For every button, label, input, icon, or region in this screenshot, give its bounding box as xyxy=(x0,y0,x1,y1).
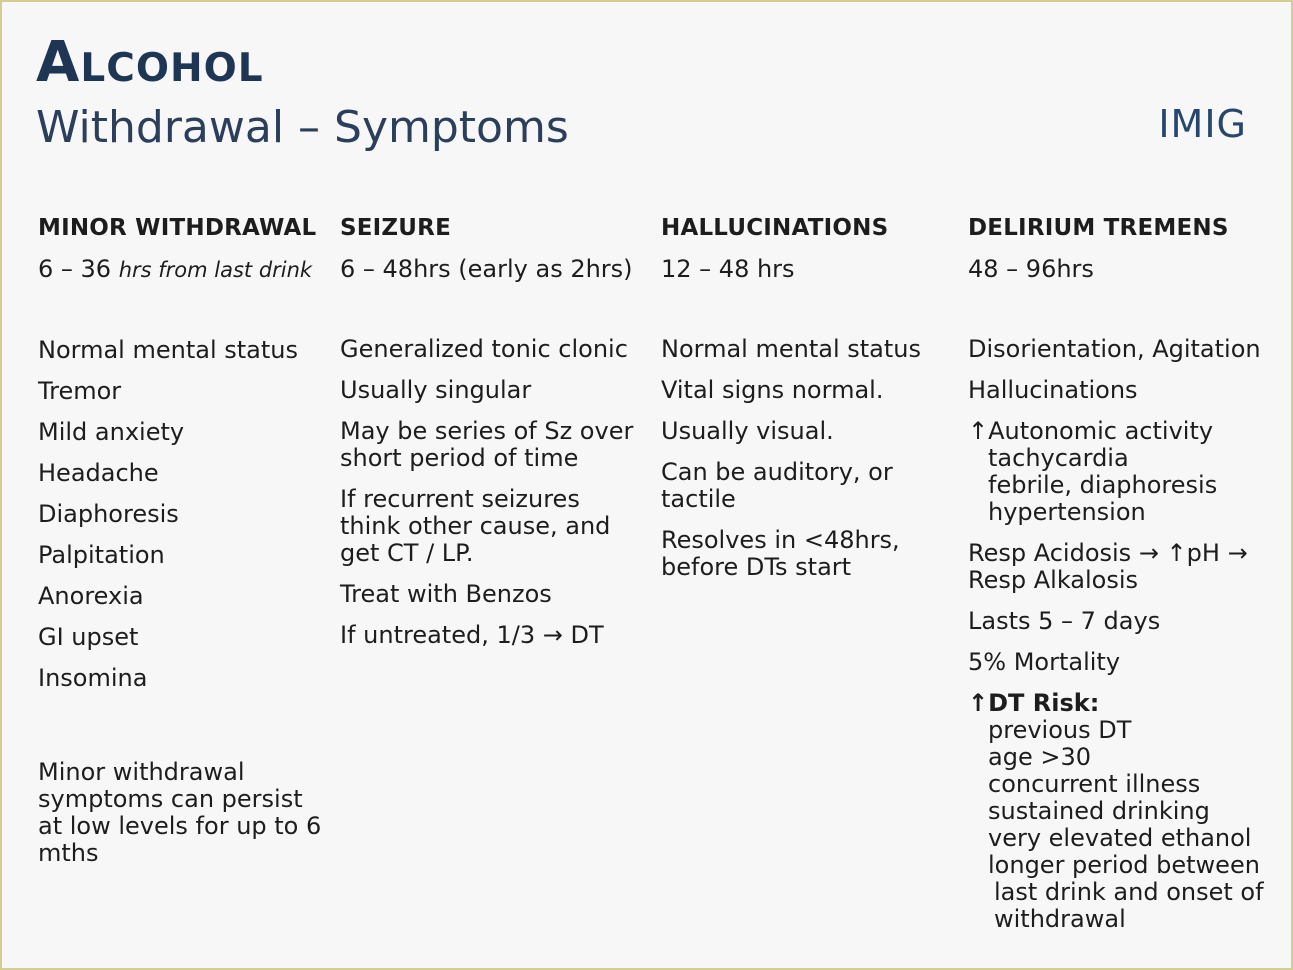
column-header: HALLUCINATIONS xyxy=(661,215,889,241)
column-seizure xyxy=(340,212,640,663)
item-line: GI upset xyxy=(38,623,139,651)
column-timeframe xyxy=(968,254,1278,284)
list-item xyxy=(38,583,328,610)
item-line: hypertension xyxy=(988,498,1146,526)
item-line: Resp Alkalosis xyxy=(968,566,1139,594)
item-line: Headache xyxy=(38,459,159,487)
symptom-list xyxy=(38,337,328,692)
column-timeframe xyxy=(661,254,951,284)
item-line: May be series of Sz over xyxy=(340,417,634,445)
item-line: longer period between xyxy=(988,851,1260,879)
list-item xyxy=(38,624,328,651)
list-item xyxy=(661,377,951,404)
note-line: Minor withdrawal xyxy=(38,758,245,786)
list-item xyxy=(340,336,640,363)
item-line: Palpitation xyxy=(38,541,165,569)
column-minor-withdrawal xyxy=(38,212,328,706)
list-item xyxy=(340,418,640,472)
item-line: Lasts 5 – 7 days xyxy=(968,607,1161,635)
column-delirium-tremens xyxy=(968,212,1278,947)
minor-withdrawal-note xyxy=(38,759,328,867)
list-item xyxy=(38,419,328,446)
item-line: short period of time xyxy=(340,444,579,472)
symptom-list xyxy=(340,336,640,649)
list-item xyxy=(340,377,640,404)
item-line: Hallucinations xyxy=(968,376,1138,404)
item-line: Normal mental status xyxy=(661,335,921,363)
item-line: febrile, diaphoresis xyxy=(988,471,1218,499)
slide-title xyxy=(36,28,569,156)
note-line: mths xyxy=(38,839,99,867)
timeframe-text: 6 – 36 xyxy=(38,255,119,283)
list-item xyxy=(340,622,640,649)
item-line: previous DT xyxy=(988,716,1132,744)
column-timeframe xyxy=(38,254,328,285)
item-line: Mild anxiety xyxy=(38,418,185,446)
list-item xyxy=(661,527,951,581)
column-header: DELIRIUM TREMENS xyxy=(968,215,1229,241)
list-item xyxy=(968,418,1278,526)
list-item xyxy=(968,540,1278,594)
list-item xyxy=(38,337,328,364)
item-line: Can be auditory, or xyxy=(661,458,893,486)
item-line: If recurrent seizures xyxy=(340,485,580,513)
list-item xyxy=(968,336,1278,363)
item-line: very elevated ethanol xyxy=(988,824,1252,852)
column-header: SEIZURE xyxy=(340,215,452,241)
list-item xyxy=(968,377,1278,404)
item-line: last drink and onset of xyxy=(994,878,1264,906)
list-item xyxy=(661,336,951,363)
item-line: Generalized tonic clonic xyxy=(340,335,628,363)
timeframe-text: 6 – 48hrs (early as 2hrs) xyxy=(340,255,633,283)
list-item xyxy=(968,690,1278,933)
symptom-list xyxy=(968,336,1278,933)
column-header: MINOR WITHDRAWAL xyxy=(38,215,317,241)
item-line: Disorientation, Agitation xyxy=(968,335,1261,363)
imig-logo: IMIG xyxy=(1158,102,1247,146)
note-line: symptoms can persist xyxy=(38,785,303,813)
list-item xyxy=(661,418,951,445)
list-item xyxy=(38,501,328,528)
timeframe-text: 12 – 48 hrs xyxy=(661,255,795,283)
item-line: 5% Mortality xyxy=(968,648,1121,676)
note-line: at low levels for up to 6 xyxy=(38,812,322,840)
item-line: Vital signs normal. xyxy=(661,376,884,404)
item-line: Usually singular xyxy=(340,376,532,404)
list-item xyxy=(38,665,328,692)
item-line: Insomina xyxy=(38,664,148,692)
item-line: Resolves in <48hrs, xyxy=(661,526,900,554)
item-line: ↑Autonomic activity xyxy=(968,417,1214,445)
item-line: before DTs start xyxy=(661,553,852,581)
symptom-list xyxy=(661,336,951,581)
column-hallucinations xyxy=(661,212,951,595)
item-line: age >30 xyxy=(988,743,1091,771)
item-line: If untreated, 1/3 → DT xyxy=(340,621,604,649)
item-line: withdrawal xyxy=(994,905,1126,933)
item-line: concurrent illness xyxy=(988,770,1201,798)
title-main: Alcohol xyxy=(36,30,264,95)
item-line: tactile xyxy=(661,485,736,513)
list-item xyxy=(968,649,1278,676)
list-item xyxy=(38,378,328,405)
list-item xyxy=(340,486,640,567)
timeframe-italic: hrs from last drink xyxy=(118,258,313,282)
item-line: Usually visual. xyxy=(661,417,834,445)
item-line: Tremor xyxy=(38,377,122,405)
item-line: get CT / LP. xyxy=(340,539,474,567)
item-line: tachycardia xyxy=(988,444,1129,472)
item-line: ↑DT Risk: xyxy=(968,689,1100,717)
item-line: Normal mental status xyxy=(38,336,298,364)
item-line: Anorexia xyxy=(38,582,144,610)
item-line: think other cause, and xyxy=(340,512,611,540)
list-item xyxy=(38,542,328,569)
item-line: sustained drinking xyxy=(988,797,1210,825)
item-line: Treat with Benzos xyxy=(340,580,552,608)
item-line: Resp Acidosis → ↑pH → xyxy=(968,539,1248,567)
column-timeframe xyxy=(340,254,640,284)
item-line: Diaphoresis xyxy=(38,500,179,528)
list-item xyxy=(38,460,328,487)
list-item xyxy=(340,581,640,608)
list-item xyxy=(661,459,951,513)
list-item xyxy=(968,608,1278,635)
title-sub: Withdrawal – Symptoms xyxy=(36,102,569,153)
timeframe-text: 48 – 96hrs xyxy=(968,255,1094,283)
